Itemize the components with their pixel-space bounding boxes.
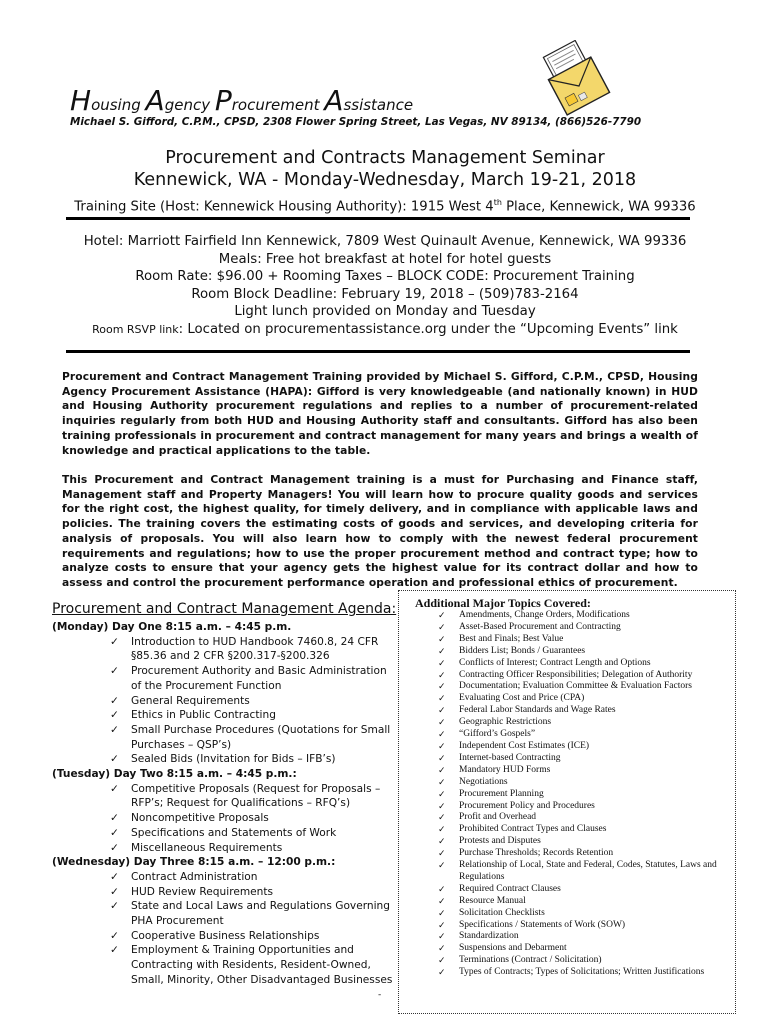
agenda-item-text: Competitive Proposals (Request for Proposals – RFP’s; Request for Qualifications – RFQ’s) [131,782,381,810]
check-icon: ✓ [438,860,446,871]
agenda-item [52,811,400,826]
topic-item [438,920,728,932]
check-icon: ✓ [438,848,446,859]
agenda-item [52,723,400,752]
check-icon: ✓ [110,635,119,648]
contact-address: Michael S. Gifford, C.P.M., CPSD, 2308 Flower Spring Street, Las Vegas, NV 89134, (866)526-7790 [70,116,642,128]
check-icon: ✓ [438,621,446,632]
topic-item [438,860,728,884]
check-icon: ✓ [438,752,446,763]
agenda-item [52,694,400,709]
rsvp-label: Room RSVP link [92,322,179,336]
check-icon: ✓ [438,764,446,775]
check-icon: ✓ [110,870,119,883]
agenda-item-text: State and Local Laws and Regulations Governing PHA Procurement [131,900,390,928]
agenda-item-text: Procurement Authority and Basic Administration of the Procurement Function [131,665,387,692]
topic-text: Prohibited Contract Types and Clauses [459,824,607,835]
check-icon: ✓ [110,665,119,678]
topic-item [438,896,728,908]
agenda-item-text: Miscellaneous Requirements [131,841,283,854]
check-icon: ✓ [110,753,119,766]
topic-text: Federal Labor Standards and Wage Rates [459,705,616,716]
check-icon: ✓ [438,883,446,894]
description-paragraph: This Procurement and Contract Management training is a must for Purchasing and Finance staff, Management staff and Property Managers! You will learn how to procure quality goods and services for the right cost, the highest quality, for timely delivery, and in compliance with applicable laws and policies. The training covers the estimating costs of goods and services, and developing criteria for analysis of proposals. You will also learn how to comply with the newest federal procurement requirements and regulations; how to use the proper procurement method and contract type; how to analyze costs to ensure that your agency gets the highest value for its contract dollar and how to assess and control the procurement performance operation and professional ethics of procurement. [62,473,698,589]
seminar-title-block [0,147,770,217]
agenda-item-text: Noncompetitive Proposals [131,812,269,825]
topic-item [438,705,728,717]
topic-text: Types of Contracts; Types of Solicitations; Written Justifications [459,967,705,978]
agenda-item-text: Sealed Bids (Invitation for Bids – IFB’s) [131,753,336,766]
page-number: - [378,990,382,1000]
brand-name [70,84,413,117]
topic-text: Geographic Restrictions [459,717,552,728]
check-icon: ✓ [110,826,119,839]
agenda-item [52,635,400,664]
topic-item [438,681,728,693]
check-icon: ✓ [110,812,119,825]
meals-line: Meals: Free hot breakfast at hotel for hotel guests [218,251,552,267]
topic-item [438,693,728,705]
logo [537,40,617,116]
topic-item [438,908,728,920]
check-icon: ✓ [110,900,119,913]
check-icon: ✓ [438,836,446,847]
check-icon: ✓ [438,955,446,966]
topic-text: Bidders List; Bonds / Guarantees [459,645,586,656]
brand-word-2: Agency [145,84,211,117]
topic-text: Best and Finals; Best Value [459,633,564,644]
agenda-item-text: Employment & Training Opportunities and Contracting with Residents, Resident-Owned, Small, Minority, Other Disadvantaged Businesses [131,944,393,986]
topic-text: Internet-based Contracting [459,752,561,763]
topic-item [438,610,728,622]
seminar-location-date: Kennewick, WA - Monday-Wednesday, March 19-21, 2018 [133,170,637,190]
agenda-item [52,929,400,944]
agenda-item [52,943,400,987]
envelope-documents-icon [537,40,617,116]
agenda-item-text: General Requirements [131,694,250,707]
topic-text: Specifications / Statements of Work (SOW) [459,919,626,930]
topic-text: Purchase Thresholds; Records Retention [459,848,614,859]
rsvp-text: : Located on procurementassistance.org under the “Upcoming Events” link [178,321,678,337]
topic-item [438,812,728,824]
agenda-title: Procurement and Contract Management Agenda: [52,601,397,617]
room-deadline-line: Room Block Deadline: February 19, 2018 – (509)783-2164 [191,286,579,302]
topic-item [438,765,728,777]
topic-text: Negotiations [459,776,508,787]
topic-item [438,848,728,860]
agenda-day-label: (Monday) Day One 8:15 a.m. – 4:45 p.m. [52,621,292,633]
topic-text: Suspensions and Debarment [459,943,567,954]
hotel-line: Hotel: Marriott Fairfield Inn Kennewick, 7809 West Quinault Avenue, Kennewick, WA 99336 [83,234,687,249]
topic-text: Amendments, Change Orders, Modifications [459,610,630,620]
topic-item [438,967,728,979]
topic-item [438,824,728,836]
topic-text: “Gifford’s Gospels” [459,729,536,740]
topic-item [438,670,728,682]
topic-text: Independent Cost Estimates (ICE) [459,740,590,751]
topic-text: Terminations (Contract / Solicitation) [459,955,602,966]
topic-item [438,955,728,967]
topics-title: Additional Major Topics Covered: [415,596,591,610]
agenda-item-text: Cooperative Business Relationships [131,929,320,942]
check-icon: ✓ [438,657,446,668]
agenda-item-text: Small Purchase Procedures (Quotations for Small Purchases – QSP’s) [131,723,391,751]
agenda [52,620,400,988]
hotel-info [0,233,770,339]
topic-text: Documentation; Evaluation Committee & Evaluation Factors [459,681,692,692]
topic-item [438,741,728,753]
agenda-item [52,899,400,928]
topic-text: Contracting Officer Responsibilities; Delegation of Authority [459,669,693,680]
check-icon: ✓ [438,943,446,954]
topic-text: Protests and Disputes [459,836,541,847]
topic-item [438,729,728,741]
agenda-item [52,708,400,723]
check-icon: ✓ [438,788,446,799]
topic-text: Conflicts of Interest; Contract Length and Options [459,657,651,668]
topic-item [438,884,728,896]
agenda-day-label: (Tuesday) Day Two 8:15 a.m. – 4:45 p.m.: [52,768,297,781]
topic-text: Relationship of Local, State and Federal, Codes, Statutes, Laws and Regulations [459,860,717,882]
check-icon: ✓ [438,717,446,728]
check-icon: ✓ [438,800,446,811]
topic-item [438,931,728,943]
check-icon: ✓ [110,885,119,898]
rsvp-line [0,321,770,339]
topics-list [438,610,728,979]
topic-text: Profit and Overhead [459,812,537,823]
topic-item [438,789,728,801]
agenda-item-text: Contract Administration [131,870,258,883]
check-icon: ✓ [438,645,446,656]
check-icon: ✓ [438,633,446,644]
topic-item [438,777,728,789]
topic-item [438,801,728,813]
intro-paragraph: Procurement and Contract Management Training provided by Michael S. Gifford, C.P.M., CPSD, Housing Agency Procurement Assistance (HAPA): Gifford is very knowledgeable (and nationally known) in HUD and Housing Authority procurement regulations and replies to a number of procurement-related inquiries regularly from both HUD and Housing Authority staff and consultants. Gifford has also been training professionals in procurement and contract management for many years and brings a wealth of knowledge and practical applications to the table. [62,370,698,457]
divider-bottom [66,350,690,353]
topic-text: Evaluating Cost and Price (CPA) [459,693,585,704]
agenda-item [52,664,400,693]
topic-text: Procurement Planning [459,788,544,799]
brand-word-3: Procurement [214,84,320,117]
agenda-item-text: Specifications and Statements of Work [131,826,337,839]
agenda-item [52,870,400,885]
agenda-item [52,841,400,856]
agenda-item [52,885,400,900]
agenda-item-text: Ethics in Public Contracting [131,709,276,722]
topic-item [438,646,728,658]
check-icon: ✓ [438,907,446,918]
check-icon: ✓ [110,929,119,942]
check-icon: ✓ [438,693,446,704]
check-icon: ✓ [110,723,119,736]
training-site: Training Site (Host: Kennewick Housing Authority): 1915 West 4th Place, Kennewick, WA 99336 [74,198,696,215]
agenda-day-label: (Wednesday) Day Three 8:15 a.m. – 12:00 p.m.: [52,856,336,869]
check-icon: ✓ [438,740,446,751]
topic-item [438,753,728,765]
check-icon: ✓ [438,931,446,942]
topic-item [438,717,728,729]
check-icon: ✓ [438,610,446,620]
brand-word-1: Housing [70,84,141,117]
topic-text: Required Contract Clauses [459,883,561,894]
agenda-item-text: Introduction to HUD Handbook 7460.8, 24 CFR §85.36 and 2 CFR §200.317-§200.326 [131,635,379,663]
topic-text: Mandatory HUD Forms [459,764,551,775]
check-icon: ✓ [438,919,446,930]
check-icon: ✓ [110,782,119,795]
check-icon: ✓ [438,669,446,680]
check-icon: ✓ [110,944,119,957]
check-icon: ✓ [438,705,446,716]
agenda-item [52,826,400,841]
topic-item [438,658,728,670]
check-icon: ✓ [438,681,446,692]
divider-top [66,217,690,220]
check-icon: ✓ [110,709,119,722]
topic-text: Asset-Based Procurement and Contracting [459,621,621,632]
topic-item [438,943,728,955]
agenda-item-text: HUD Review Requirements [131,885,274,898]
check-icon: ✓ [438,967,446,978]
check-icon: ✓ [110,841,119,854]
check-icon: ✓ [438,729,446,740]
topic-text: Procurement Policy and Procedures [459,800,595,811]
check-icon: ✓ [438,776,446,787]
check-icon: ✓ [438,824,446,835]
topic-text: Solicitation Checklists [459,907,545,918]
lunch-line: Light lunch provided on Monday and Tuesday [234,304,536,320]
check-icon: ✓ [110,694,119,707]
topic-item [438,634,728,646]
topic-text: Standardization [459,931,519,942]
room-rate-line: Room Rate: $96.00 + Rooming Taxes – BLOCK CODE: Procurement Training [135,269,635,285]
check-icon: ✓ [438,812,446,823]
agenda-item [52,752,400,767]
seminar-title: Procurement and Contracts Management Seminar [165,148,605,168]
topic-item [438,836,728,848]
check-icon: ✓ [438,895,446,906]
topic-text: Resource Manual [459,895,526,906]
agenda-item [52,782,400,811]
topic-item [438,622,728,634]
brand-word-4: Assistance [324,84,414,117]
